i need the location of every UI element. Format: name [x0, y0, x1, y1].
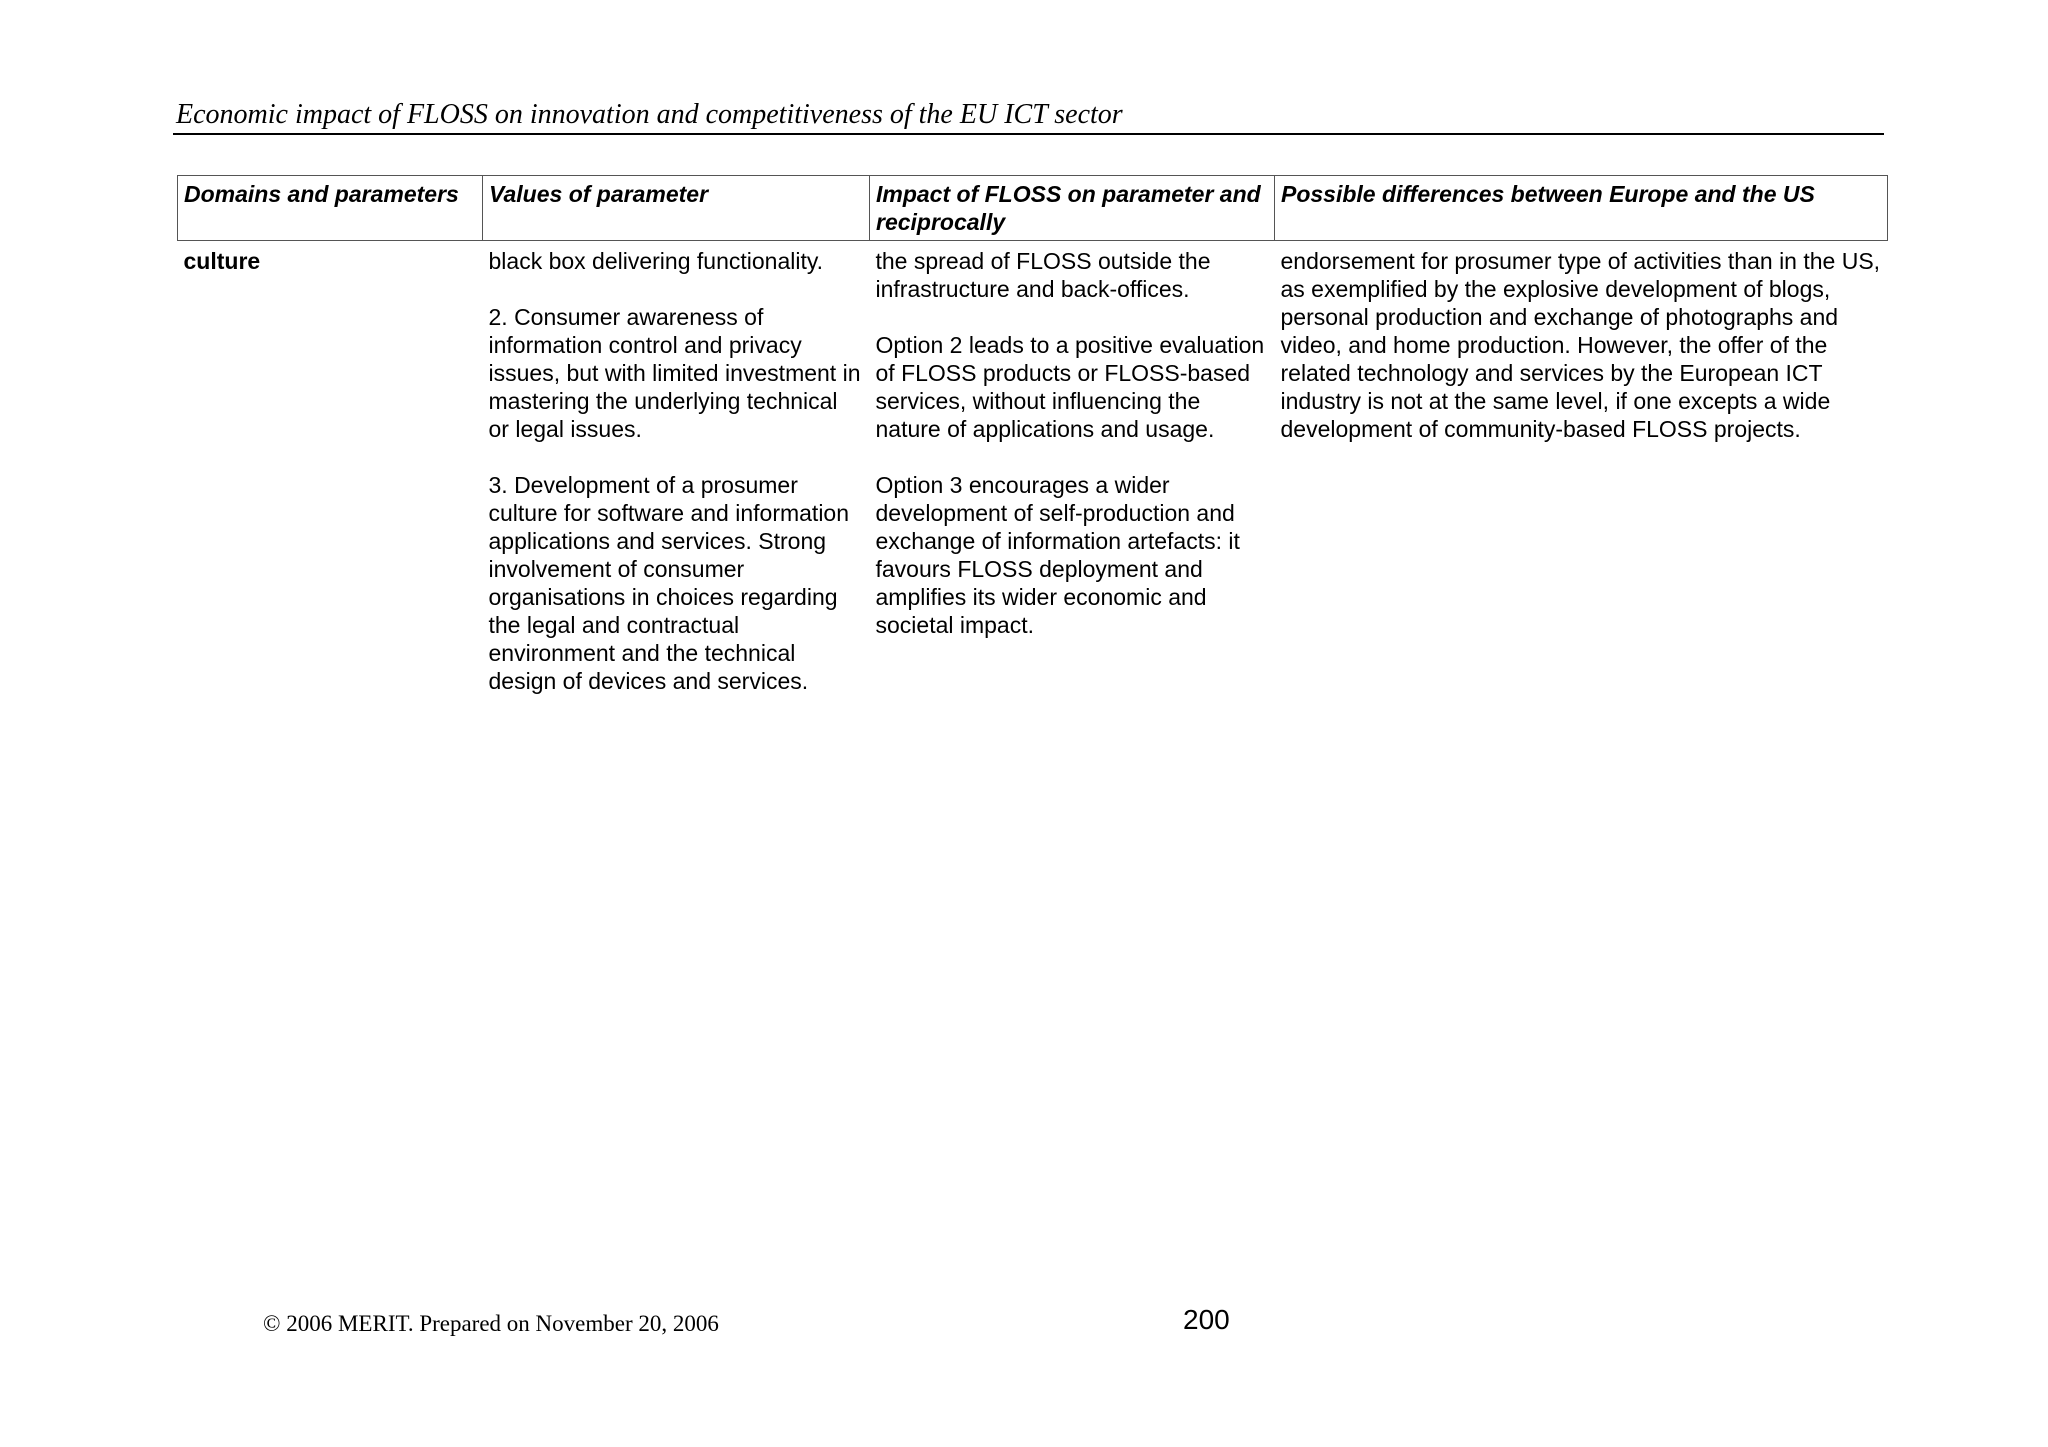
values-cell: [483, 241, 870, 696]
column-header: Values of parameter: [483, 176, 870, 241]
running-header-title: Economic impact of FLOSS on innovation and competitiveness of the EU ICT sector: [176, 99, 1123, 130]
cell-paragraph: 3. Development of a prosumer culture for software and information applications and services. Strong involvement of consumer organisations in choices regarding the legal and contractual environment and the technical design of devices and services.: [488, 472, 850, 694]
differences-cell: [1275, 241, 1888, 696]
page-number: 200: [1183, 1304, 1230, 1335]
cell-paragraph: endorsement for prosumer type of activities than in the US, as exemplified by the explosive development of blogs, personal production and exchange of photographs and video, and home production. However, the offer of the related technology and services by the European ICT industry is not at the same level, if one excepts a wide development of community-based FLOSS projects.: [1280, 248, 1881, 442]
cell-paragraph: black box delivering functionality.: [488, 248, 824, 274]
cell-paragraph: 2. Consumer awareness of information control and privacy issues, but with limited investment in mastering the underlying technical or legal issues.: [488, 304, 861, 442]
header-divider: [173, 133, 1884, 135]
parameters-table: [177, 175, 1888, 695]
domain-cell: culture: [183, 248, 261, 274]
cell-paragraph: Option 2 leads to a positive evaluation of FLOSS products or FLOSS-based services, without influencing the nature of applications and usage.: [875, 332, 1265, 442]
column-header: Domains and parameters: [178, 176, 483, 241]
impact-cell: [870, 241, 1275, 696]
table-row: [178, 241, 1888, 696]
table-header-row: [178, 176, 1888, 241]
column-header: Impact of FLOSS on parameter and reciprocally: [870, 176, 1275, 241]
footer-copyright: © 2006 MERIT. Prepared on November 20, 2006: [263, 1311, 719, 1336]
column-header: Possible differences between Europe and the US: [1275, 176, 1888, 241]
cell-paragraph: Option 3 encourages a wider development of self-production and exchange of information artefacts: it favours FLOSS deployment and amplifies its wider economic and societal impact.: [875, 472, 1240, 638]
cell-paragraph: the spread of FLOSS outside the infrastructure and back-offices.: [875, 248, 1211, 302]
